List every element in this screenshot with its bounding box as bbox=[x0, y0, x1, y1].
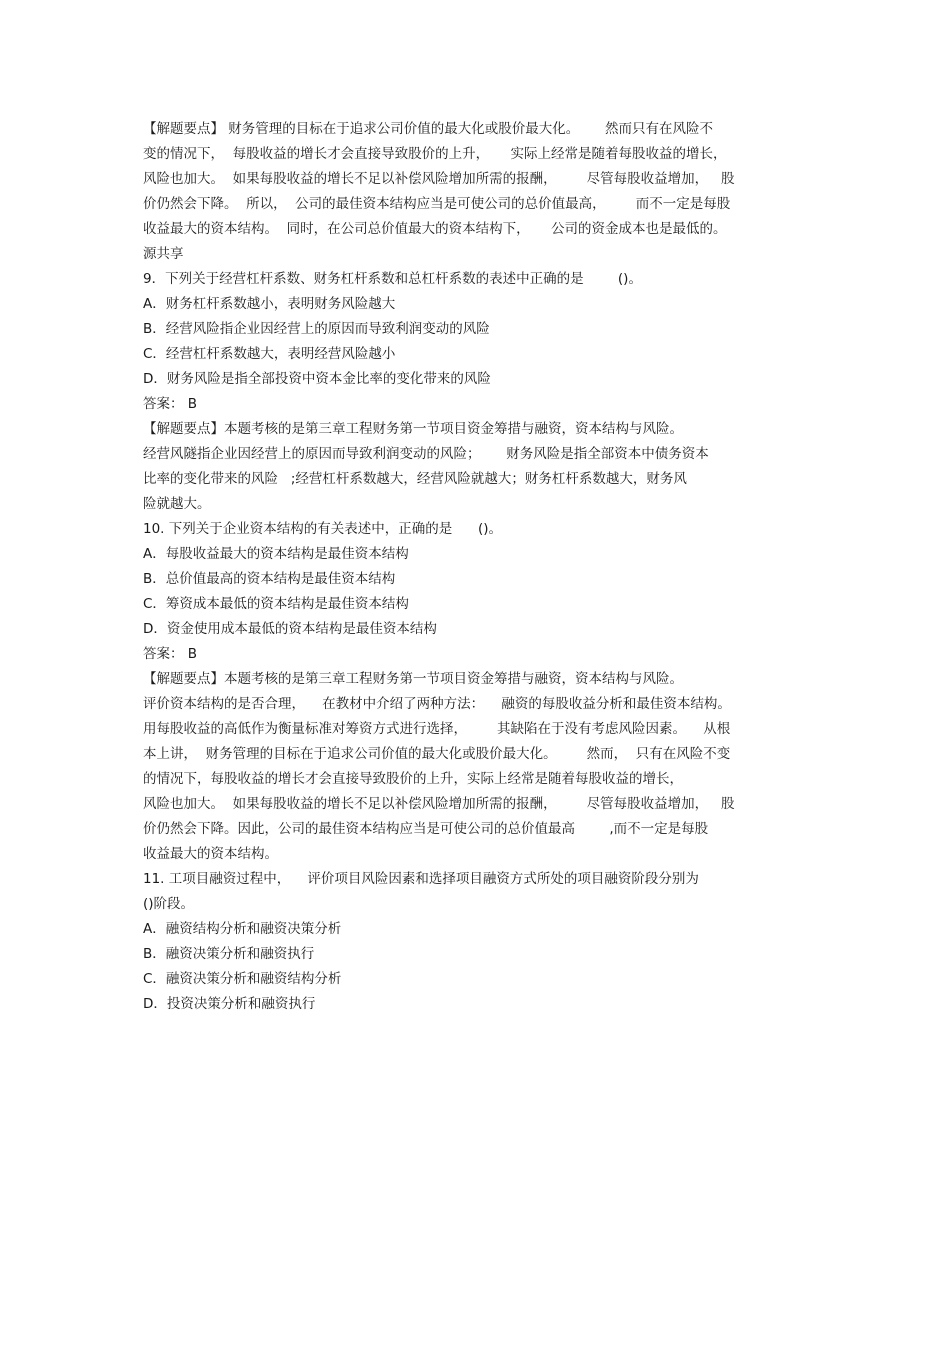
question-line: 9．下列关于经营杠杆系数、财务杠杆系数和总杠杆系数的表述中正确的是 ()。 bbox=[143, 271, 642, 287]
question-line: D．资金使用成本最低的资本结构是最佳资本结构 bbox=[143, 621, 437, 637]
analysis-line: 收益最大的资本结构。 同时，在公司总价值最大的资本结构下， 公司的资金成本也是最低的。 bbox=[143, 221, 727, 237]
analysis-line: 源共享 bbox=[143, 246, 184, 262]
question-line: 答案： B bbox=[143, 396, 198, 412]
analysis-line: 的情况下，每股收益的增长才会直接导致股价的上升，实际上经常是随着每股收益的增长， bbox=[143, 771, 683, 787]
analysis-line: 险就越大。 bbox=[143, 496, 211, 512]
analysis-block bbox=[143, 417, 815, 517]
question-block bbox=[143, 267, 815, 417]
question-line: B．经营风险指企业因经营上的原因而导致利润变动的风险 bbox=[143, 321, 490, 337]
analysis-line: 变的情况下， 每股收益的增长才会直接导致股价的上升， 实际上经常是随着每股收益的增长， bbox=[143, 146, 727, 162]
analysis-line: 【解题要点】本题考核的是第三章工程财务第一节项目资金筹措与融资，资本结构与风险。 bbox=[143, 421, 683, 437]
question-line: C．经营杠杆系数越大，表明经营风险越小 bbox=[143, 346, 396, 362]
document-body bbox=[143, 117, 815, 1017]
analysis-line: 比率的变化带来的风险 ;经营杠杆系数越大，经营风险就越大；财务杠杆系数越大，财务风 bbox=[143, 471, 687, 487]
question-line: 答案： B bbox=[143, 646, 198, 662]
question-line: D．财务风险是指全部投资中资本金比率的变化带来的风险 bbox=[143, 371, 491, 387]
analysis-line: 经营风隧指企业因经营上的原因而导致利润变动的风险； 财务风险是指全部资本中债务资本 bbox=[143, 446, 709, 462]
analysis-line: 【解题要点】 财务管理的目标在于追求公司价值的最大化或股价最大化。 然而只有在风险不 bbox=[143, 121, 714, 137]
question-line: ()阶段。 bbox=[143, 896, 195, 912]
question-line: C．融资决策分析和融资结构分析 bbox=[143, 971, 342, 987]
analysis-line: 风险也加大。 如果每股收益的增长不足以补偿风险增加所需的报酬， 尽管每股收益增加， 股 bbox=[143, 796, 735, 812]
question-line: A．财务杠杆系数越小，表明财务风险越大 bbox=[143, 296, 396, 312]
analysis-line: 本上讲， 财务管理的目标在于追求公司价值的最大化或股价最大化。 然而， 只有在风险不变 bbox=[143, 746, 731, 762]
analysis-block bbox=[143, 117, 815, 267]
analysis-line: 评价资本结构的是否合理， 在教材中介绍了两种方法： 融资的每股收益分析和最佳资本结构。 bbox=[143, 696, 731, 712]
analysis-line: 价仍然会下降。 所以， 公司的最佳资本结构应当是可使公司的总价值最高， 而不一定是每股 bbox=[143, 196, 731, 212]
analysis-line: 价仍然会下降。因此，公司的最佳资本结构应当是可使公司的总价值最高 ,而不一定是每股 bbox=[143, 821, 709, 837]
question-line: 11. 工项目融资过程中， 评价项目风险因素和选择项目融资方式所处的项目融资阶段分别为 bbox=[143, 871, 699, 887]
question-line: A．每股收益最大的资本结构是最佳资本结构 bbox=[143, 546, 409, 562]
question-line: 10. 下列关于企业资本结构的有关表述中，正确的是 ()。 bbox=[143, 521, 503, 537]
question-line: A．融资结构分析和融资决策分析 bbox=[143, 921, 342, 937]
analysis-block bbox=[143, 667, 815, 867]
question-block bbox=[143, 867, 815, 1017]
analysis-line: 风险也加大。 如果每股收益的增长不足以补偿风险增加所需的报酬， 尽管每股收益增加， 股 bbox=[143, 171, 735, 187]
question-line: C．筹资成本最低的资本结构是最佳资本结构 bbox=[143, 596, 409, 612]
question-line: B．总价值最高的资本结构是最佳资本结构 bbox=[143, 571, 396, 587]
question-line: B．融资决策分析和融资执行 bbox=[143, 946, 315, 962]
analysis-line: 收益最大的资本结构。 bbox=[143, 846, 278, 862]
question-line: D．投资决策分析和融资执行 bbox=[143, 996, 316, 1012]
analysis-line: 【解题要点】本题考核的是第三章工程财务第一节项目资金筹措与融资，资本结构与风险。 bbox=[143, 671, 683, 687]
question-block bbox=[143, 517, 815, 667]
analysis-line: 用每股收益的高低作为衡量标准对筹资方式进行选择， 其缺陷在于没有考虑风险因素。 从根 bbox=[143, 721, 731, 737]
